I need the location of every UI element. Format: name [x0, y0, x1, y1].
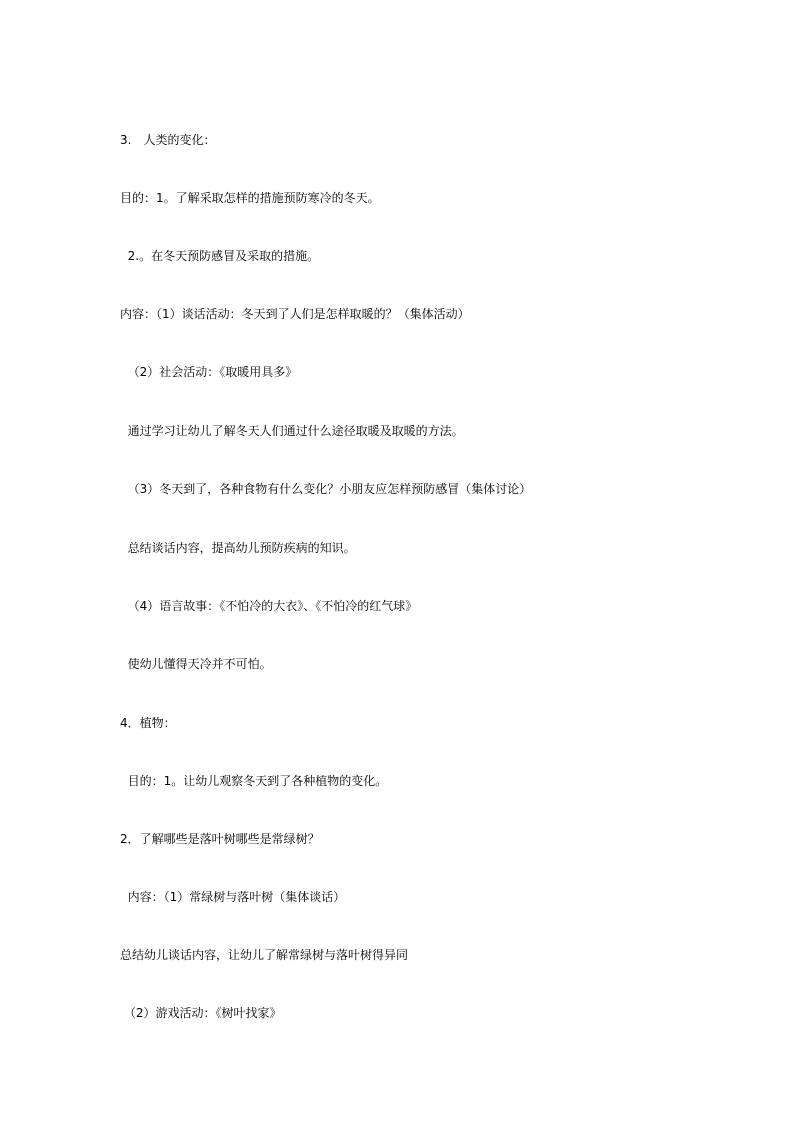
plants-content-2-line: （2）游戏活动：《树叶找家》	[120, 1006, 282, 1020]
plants-goal-2-line: 2．了解哪些是落叶树哪些是常绿树？	[120, 832, 320, 846]
content-4-description: 使幼儿懂得天冷并不可怕。	[120, 657, 272, 671]
content-4-line: （4）语言故事：《不怕冷的大衣》、《不怕冷的红气球》	[120, 599, 418, 613]
plants-content-1-line: 内容：（1）常绿树与落叶树（集体谈话）	[120, 890, 346, 904]
section-4-heading: 4．植物：	[120, 716, 176, 730]
section-3-heading: 3. 人类的变化：	[120, 133, 216, 147]
content-1-line: 内容：（1）谈话活动：冬天到了人们是怎样取暖的？（集体活动）	[120, 307, 470, 321]
content-3-description: 总结谈话内容，提高幼儿预防疾病的知识。	[120, 541, 356, 555]
content-2-line: （2）社会活动：《取暖用具多》	[120, 365, 298, 379]
goal-2-line: 2.。在冬天预防感冒及采取的措施。	[120, 249, 320, 263]
goal-1-line: 目的：1。了解采取怎样的措施预防寒冷的冬天。	[120, 191, 380, 205]
content-3-line: （3）冬天到了，各种食物有什么变化？小朋友应怎样预防感冒（集体讨论）	[120, 482, 532, 496]
plants-goal-1-line: 目的：1。让幼儿观察冬天到了各种植物的变化。	[120, 774, 388, 788]
plants-summary-line: 总结幼儿谈话内容，让幼儿了解常绿树与落叶树得异同	[120, 948, 409, 962]
content-2-description: 通过学习让幼儿了解冬天人们通过什么途径取暖及取暖的方法。	[120, 424, 464, 438]
